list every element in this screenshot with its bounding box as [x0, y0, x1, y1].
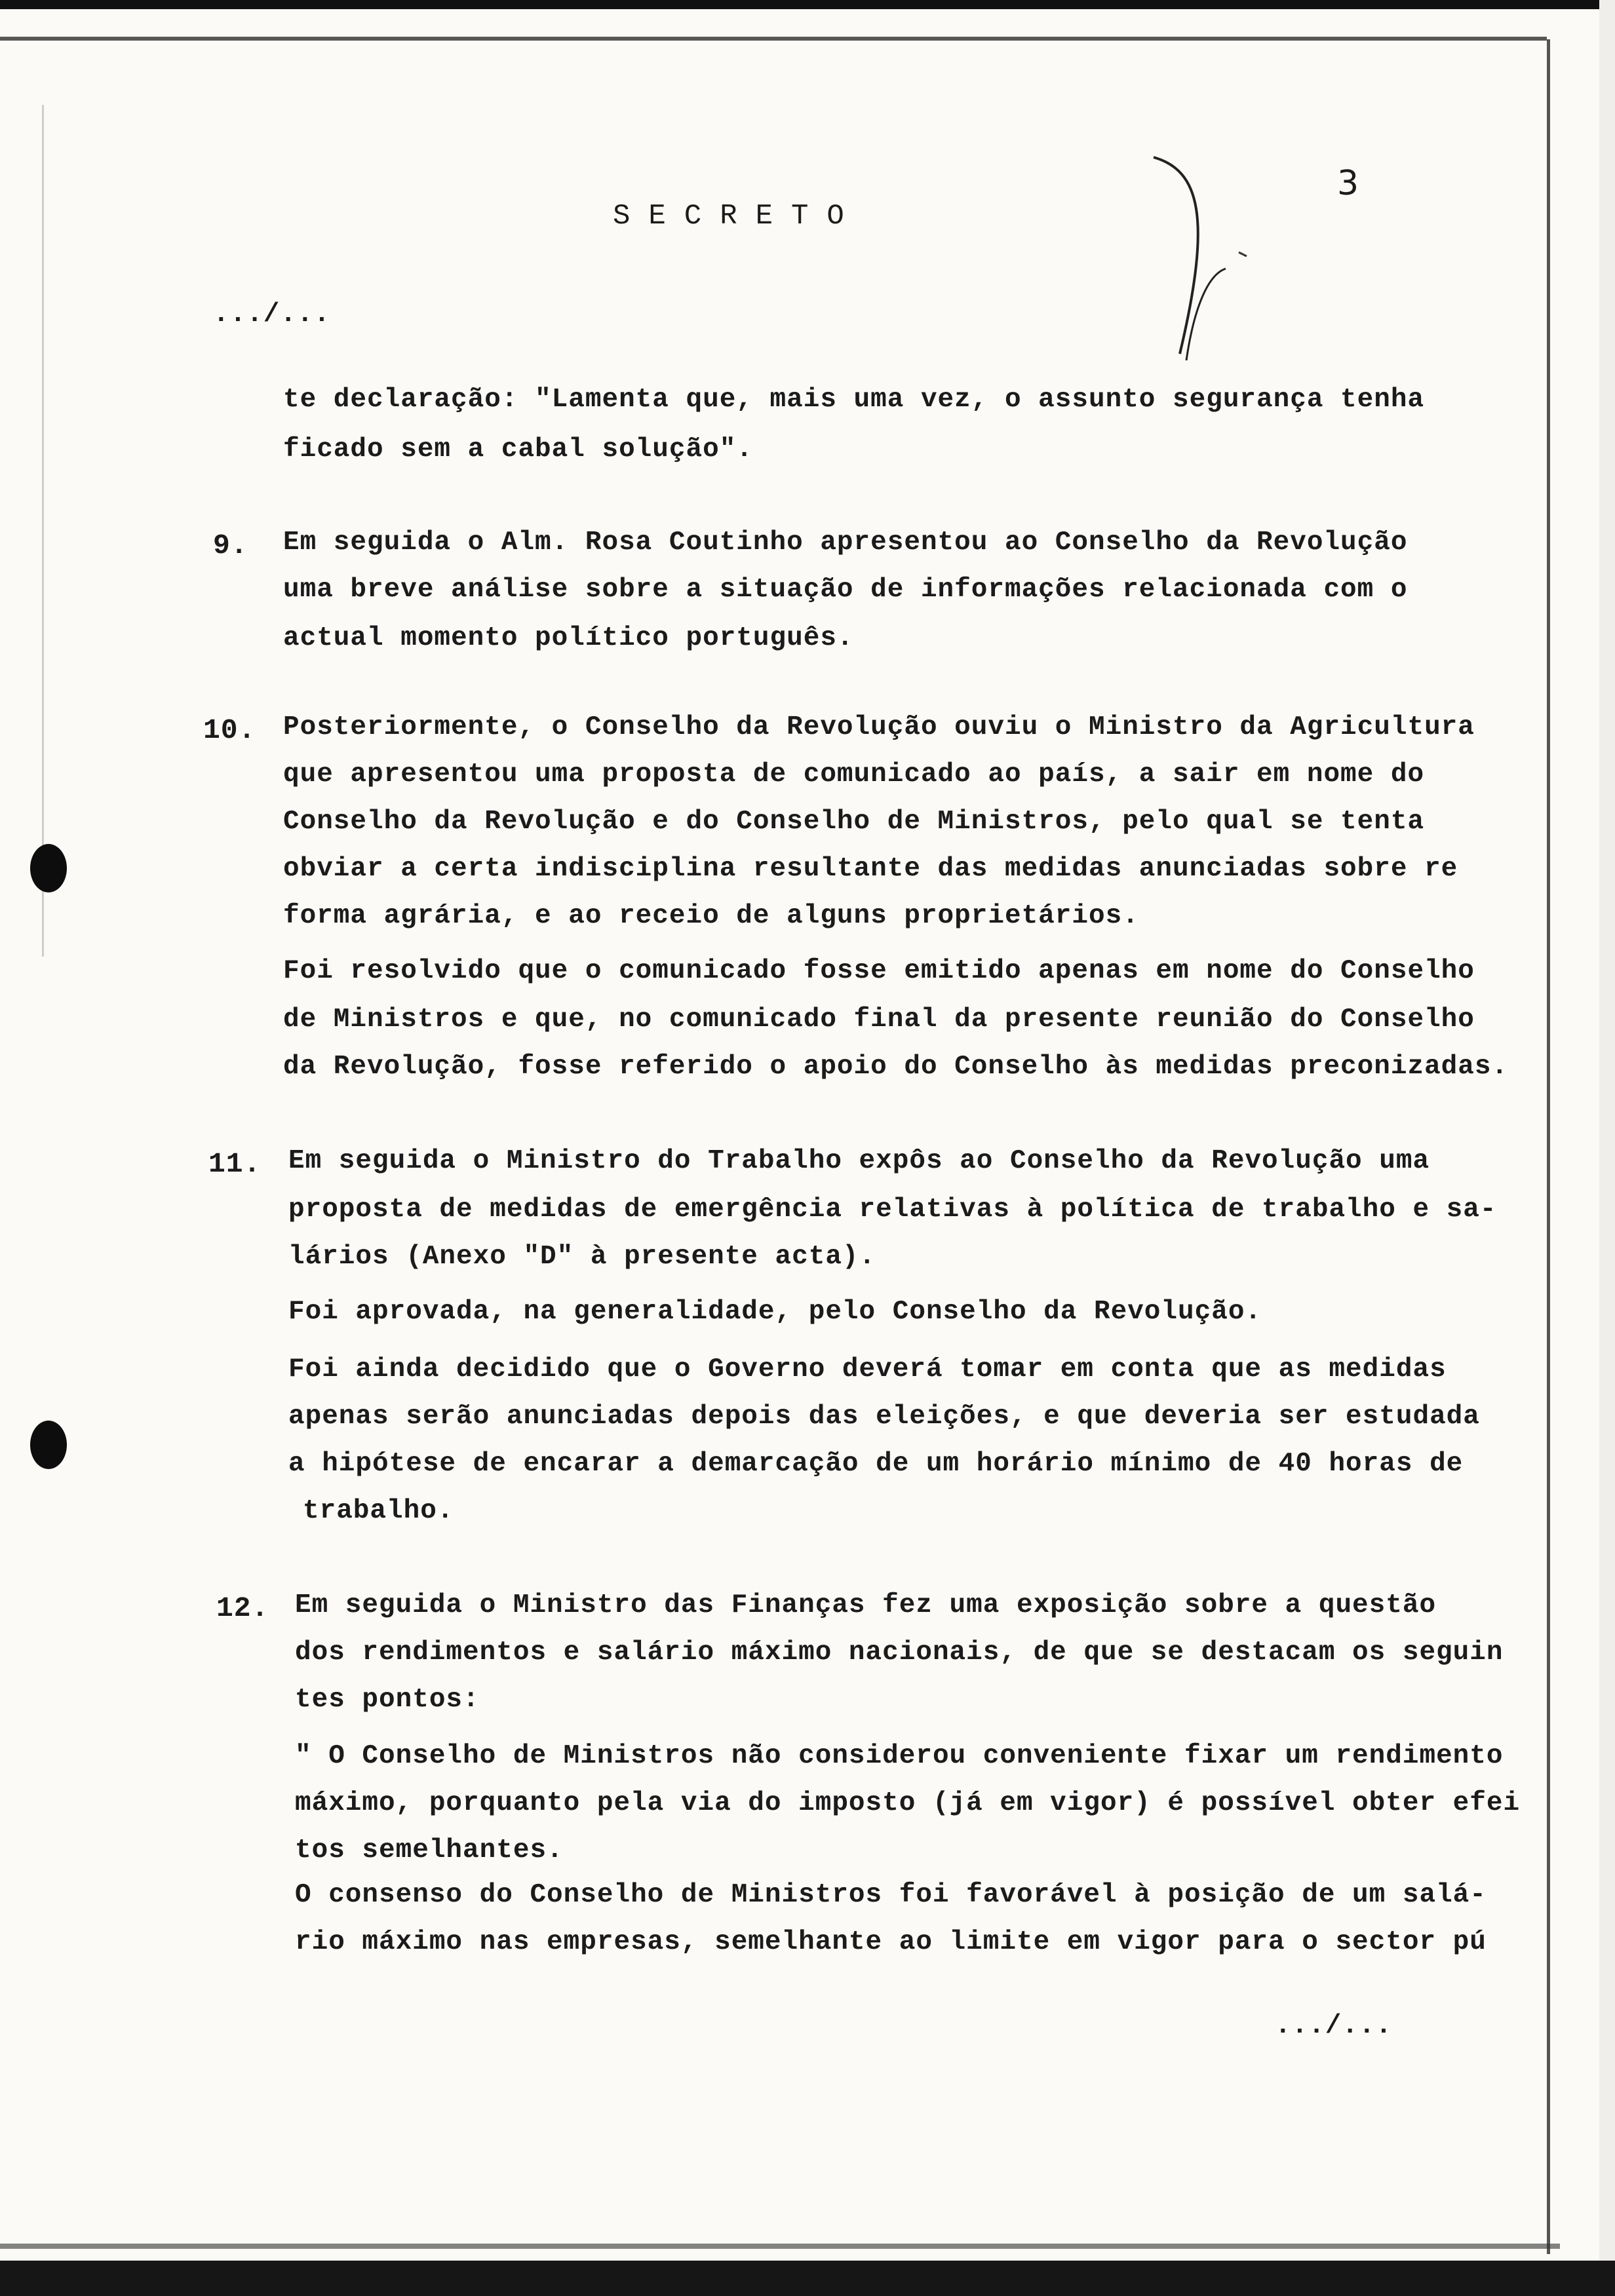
text-line: tes pontos:	[295, 1685, 480, 1715]
text-line: que apresentou uma proposta de comunicado ao país, a sair em nome do	[283, 759, 1425, 790]
text-line: Em seguida o Ministro do Trabalho expôs ao Conselho da Revolução uma	[288, 1146, 1430, 1176]
text-line: Foi resolvido que o comunicado fosse emitido apenas em nome do Conselho	[283, 956, 1475, 986]
punch-hole-lower	[30, 1421, 67, 1469]
text-line: O consenso do Conselho de Ministros foi favorável à posição de um salá-	[295, 1880, 1487, 1910]
text-line: Conselho da Revolução e do Conselho de Ministros, pelo qual se tenta	[283, 807, 1425, 837]
text-line: trabalho.	[303, 1496, 454, 1526]
punch-hole-upper	[30, 844, 67, 892]
text-line: de Ministros e que, no comunicado final da presente reunião do Conselho	[283, 1004, 1475, 1035]
handwritten-signature	[1140, 144, 1291, 360]
scan-border-right	[1547, 39, 1550, 2254]
text-line: uma breve análise sobre a situação de informações relacionada com o	[283, 575, 1408, 605]
scan-border-bottom	[0, 2261, 1615, 2296]
text-line: proposta de medidas de emergência relativas à política de trabalho e sa-	[288, 1195, 1497, 1225]
text-line: obviar a certa indisciplina resultante das medidas anunciadas sobre re	[283, 854, 1458, 884]
page-number: 3	[1337, 164, 1359, 203]
text-line: actual momento político português.	[283, 623, 854, 653]
text-line: dos rendimentos e salário máximo nacionais, de que se destacam os seguin	[295, 1637, 1504, 1668]
text-line: tos semelhantes.	[295, 1835, 564, 1866]
item-number: 9.	[213, 529, 248, 562]
text-line: forma agrária, e ao receio de alguns proprietários.	[283, 901, 1139, 931]
text-line: a hipótese de encarar a demarcação de um horário mínimo de 40 horas de	[288, 1449, 1464, 1479]
classification-heading: SECRETO	[613, 200, 863, 233]
text-line: Em seguida o Ministro das Finanças fez uma exposição sobre a questão	[295, 1590, 1437, 1620]
text-line: Foi ainda decidido que o Governo deverá tomar em conta que as medidas	[288, 1354, 1447, 1385]
continuation-marker-bottom: .../...	[1275, 2011, 1393, 2041]
continuation-marker-top: .../...	[213, 299, 331, 330]
text-line: máximo, porquanto pela via do imposto (já em vigor) é possível obter efei	[295, 1788, 1521, 1818]
text-line: da Revolução, fosse referido o apoio do Conselho às medidas preconizadas.	[283, 1052, 1509, 1082]
text-line: " O Conselho de Ministros não considerou conveniente fixar um rendimento	[295, 1741, 1504, 1771]
text-line: lários (Anexo "D" à presente acta).	[288, 1242, 876, 1272]
scan-border-bottom-inner	[0, 2244, 1560, 2249]
item-number: 10.	[203, 714, 256, 746]
text-line: Posteriormente, o Conselho da Revolução ouviu o Ministro da Agricultura	[283, 712, 1475, 742]
text-line: te declaração: "Lamenta que, mais uma vez, o assunto segurança tenha	[283, 385, 1425, 415]
text-line: Foi aprovada, na generalidade, pelo Conselho da Revolução.	[288, 1297, 1262, 1327]
scan-border-top-inner	[0, 37, 1547, 41]
item-number: 11.	[208, 1148, 262, 1180]
item-number: 12.	[216, 1592, 269, 1624]
scan-margin-right	[1599, 0, 1615, 2296]
text-line: apenas serão anunciadas depois das eleições, e que deveria ser estudada	[288, 1402, 1480, 1432]
text-line: rio máximo nas empresas, semelhante ao limite em vigor para o sector pú	[295, 1927, 1487, 1957]
text-line: ficado sem a cabal solução".	[283, 434, 753, 465]
text-line: Em seguida o Alm. Rosa Coutinho apresentou ao Conselho da Revolução	[283, 527, 1408, 558]
scan-border-top	[0, 0, 1615, 9]
scan-border-left	[42, 105, 44, 957]
